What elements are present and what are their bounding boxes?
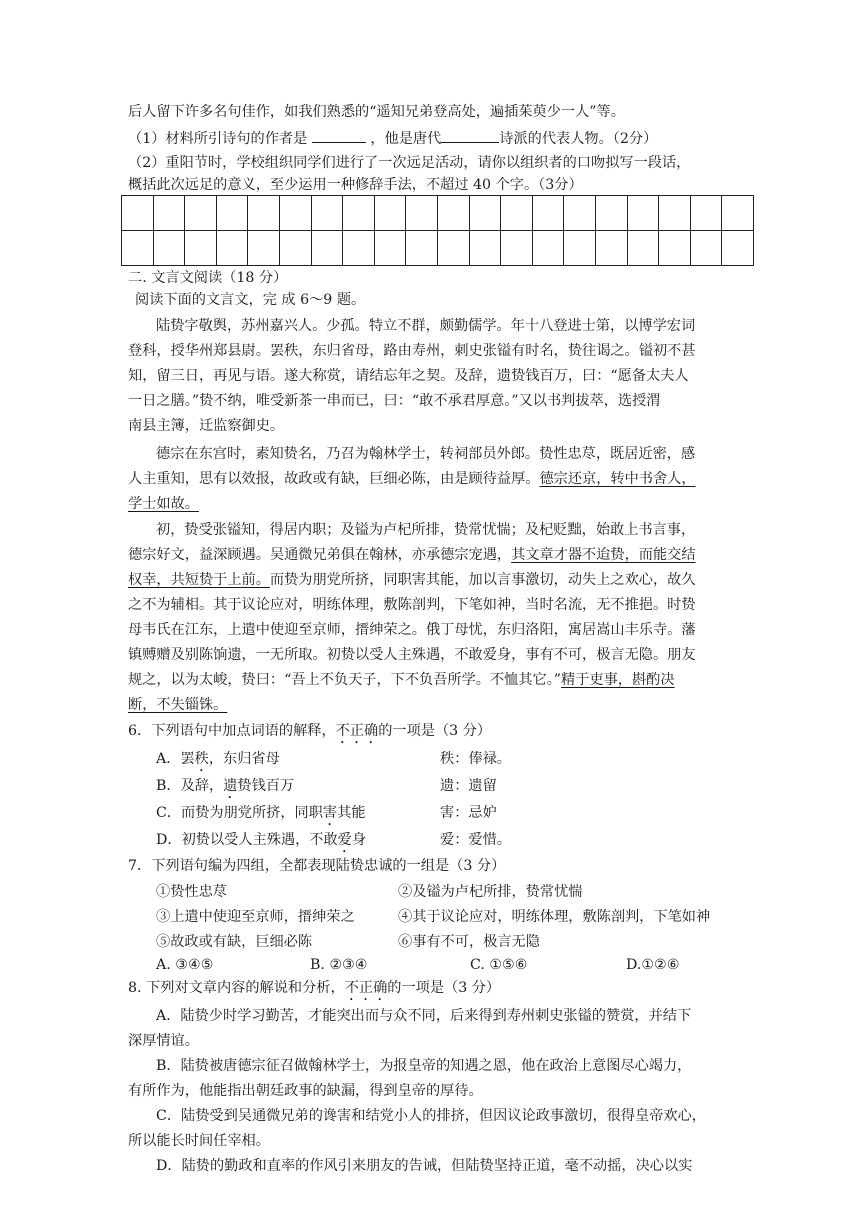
grid-cell[interactable] [659,196,691,231]
passage-line: 一日之膳。”贽不纳，唯受新茶一串而已，曰：“敢不承君厚意。”又以书判拔萃，选授渭 [128,393,661,409]
grid-cell[interactable] [248,196,280,231]
grid-cell[interactable] [659,231,691,266]
grid-cell[interactable] [722,196,754,231]
grid-cell[interactable] [216,196,248,231]
passage-line: 之不为辅相。其于议论应对，明练体理，敷陈剖判，下笔如神，当时名流，无不推挹。时贽 [128,597,696,613]
grid-cell[interactable] [122,231,154,266]
q7-choice-c[interactable]: C. ①⑤⑥ [470,957,528,973]
passage-line: 知，留三日，再见与语。遂大称赏，请结忘年之契。及辞，遗贽钱百万，曰：“愿备太夫人 [128,368,689,384]
grid-cell[interactable] [437,196,469,231]
passage-text: 德宗好文，益深顾遇。吴通微兄弟俱在翰林，亦承德宗宠遇， [128,547,512,563]
q7-item: ⑥事有不可，极言无隐 [398,934,540,950]
question-2-line: （2）重阳节时，学校组织同学们进行了一次远足活动，请你以组织者的口吻拟写一段话， [128,155,691,171]
section-heading: 二. 文言文阅读（18 分） [128,270,288,286]
grid-cell[interactable] [469,196,501,231]
q7-item: ④其于议论应对，明练体理，敷陈剖判，下笔如神 [398,909,711,925]
passage-line [128,695,740,715]
q1-blank-author[interactable] [312,128,366,143]
passage-line [128,494,740,514]
grid-cell[interactable] [374,231,406,266]
q7-item: ③上遣中使迎至京师，搢绅荣之 [156,909,355,925]
passage-text: 而贽为朋党所挤，同职害其能，加以言事激切，动失上之欢心，故久 [269,572,696,588]
passage-line [128,545,740,565]
grid-cell[interactable] [406,196,438,231]
dotted-word: 爱 [337,832,352,848]
grid-cell[interactable] [627,196,659,231]
passage-line: 母韦氏在江东，上遣中使迎至京师，搢绅荣之。俄丁母忧，东归洛阳，寓居嵩山丰乐寺。藩 [128,622,696,638]
option-text: 贽钱百万 [237,778,295,794]
grid-cell[interactable] [469,231,501,266]
grid-cell[interactable] [279,196,311,231]
q7-choice-d[interactable]: D.①②⑥ [626,957,680,973]
q6-stem-text: 的一项是（3 分） [378,723,492,739]
underlined-sentence: 权幸，共短贽于上前。 [128,572,270,588]
passage-text: 规之，以为太峻，贽曰：“吾上不负天子，下不负吾所学。不恤其它。” [128,672,562,688]
q8-stem-text: 8. 下列对文章内容的解说和分析， [128,980,345,996]
q6-stem-emphasis: 不正确 [335,723,379,739]
answer-grid[interactable] [121,195,754,266]
q8-option-b-cont: 有所作为，他能指出朝廷政事的缺漏，得到皇帝的厚待。 [128,1083,483,1099]
q8-option-a-cont: 深厚情谊。 [128,1033,199,1049]
option-text: 其能 [337,805,366,821]
grid-cell[interactable] [216,231,248,266]
grid-cell[interactable] [501,231,533,266]
grid-cell[interactable] [564,231,596,266]
section-instruction: 阅读下面的文言文，完 成 6～9 题。 [135,292,366,308]
q6-gloss-d: 爱：爱惜。 [440,832,511,848]
q8-option-b[interactable]: B．陆贽被唐德宗征召做翰林学士，为报皇帝的知遇之恩，他在政治上意图尽心竭力， [156,1058,692,1074]
q6-gloss-c: 害：忌妒 [440,805,497,821]
q6-gloss-b: 遗：遗留 [440,778,497,794]
grid-cell[interactable] [311,231,343,266]
passage-line: 初，贽受张镒知，得居内职；及镒为卢杞所排，贽常忧惴；及杞贬黜，始敢上书言事， [156,522,696,538]
grid-cell[interactable] [627,231,659,266]
q8-stem-text: 的一项是（3 分） [387,980,501,996]
q8-option-c-cont: 所以能长时间任宰相。 [128,1133,270,1149]
grid-cell[interactable] [343,196,375,231]
grid-cell[interactable] [595,231,627,266]
q8-stem-emphasis: 不正确 [344,980,388,996]
passage-line [128,670,740,690]
question-7-stem: 7．下列语句编为四组，全都表现陆贽忠诚的一组是（3 分） [128,858,506,874]
q6-stem-text: 6．下列语句中加点词语的解释， [128,723,336,739]
grid-cell[interactable] [406,231,438,266]
q1-text-a: （1）材料所引诗句的作者是 [128,131,308,147]
q8-option-a[interactable]: A．陆贽少时学习勤苦，才能突出而与众不同，后来得到寿州刺史张镒的赞赏，并结下 [156,1008,692,1024]
q6-gloss-a: 秩：俸禄。 [440,751,511,767]
passage-line [128,469,740,489]
grid-cell[interactable] [279,231,311,266]
question-8-stem [128,978,740,1004]
q1-blank-school[interactable] [441,128,499,143]
grid-cell[interactable] [722,231,754,266]
grid-cell[interactable] [122,196,154,231]
grid-cell[interactable] [690,196,722,231]
underlined-sentence: 学士如故。 [128,496,199,512]
option-text: 身 [351,832,367,848]
grid-cell[interactable] [374,196,406,231]
passage-line: 陆贽字敬舆，苏州嘉兴人。少孤。特立不群，颇勤儒学。年十八登进士第，以博学宏词 [156,318,696,334]
option-text: A．罢 [156,751,195,767]
underlined-sentence: 精于吏事，斟酌决 [561,672,675,688]
underlined-sentence: 德宗还京，转中书舍人， [539,471,696,487]
dotted-word: 遗 [223,778,238,794]
option-text: D．初贽以受人主殊遇，不敢 [156,832,338,848]
grid-cell[interactable] [437,231,469,266]
question-6-stem [128,721,740,747]
grid-cell[interactable] [311,196,343,231]
grid-cell[interactable] [153,231,185,266]
q7-choice-a[interactable]: A. ③④⑤ [156,957,214,973]
grid-cell[interactable] [564,196,596,231]
q8-option-d[interactable]: D．陆贽的勤政和直率的作风引来朋友的告诫，但陆贽坚持正道，毫不动摇，决心以实 [156,1158,693,1174]
q7-choice-b[interactable]: B. ②③④ [310,957,368,973]
q7-item: ②及镒为卢杞所排，贽常忧惴 [398,884,583,900]
grid-cell[interactable] [532,196,564,231]
passage-line [128,570,740,590]
q8-option-c[interactable]: C．陆贽受到吴通微兄弟的谗害和结党小人的排挤，但因议论政事激切，很得皇帝欢心， [156,1108,706,1124]
grid-cell[interactable] [185,231,217,266]
q1-text-b: ，他是唐代 [370,131,442,147]
grid-cell[interactable] [532,231,564,266]
dotted-word: 秩 [194,751,209,767]
option-text: ，东归省母 [208,751,280,767]
grid-cell[interactable] [690,231,722,266]
grid-row [122,196,754,231]
grid-cell[interactable] [153,196,185,231]
grid-row [122,231,754,266]
underlined-sentence: 其文章才器不迨贽，而能交结 [511,547,696,563]
q1-text-c: 诗派的代表人物。（2分） [499,131,658,147]
option-text: B．及辞， [156,778,224,794]
passage-line: 南县主簿，迁监察御史。 [128,418,285,434]
passage-line: 镇赙赠及别陈饷遗，一无所取。初贽以受人主殊遇，不敢爱身，事有不可，极言无隐。朋友 [128,647,696,663]
underlined-sentence: 断，不失锱铢。 [128,697,228,713]
grid-cell[interactable] [501,196,533,231]
passage-text: 人主重知，思有以效报，故政或有缺，巨细必陈，由是顾待益厚。 [128,471,540,487]
grid-cell[interactable] [343,231,375,266]
grid-cell[interactable] [595,196,627,231]
option-text: C．而贽为朋党所挤，同职 [156,805,323,821]
passage-line: 登科，授华州郑县尉。罢秩，东归省母，路由寿州，刺史张镒有时名，贽往谒之。镒初不甚 [128,343,696,359]
question-1 [128,128,740,149]
q7-item: ①贽性忠荩 [156,884,227,900]
q7-item: ⑤故政或有缺，巨细必陈 [156,934,313,950]
passage-line: 德宗在东宫时，素知贽名，乃召为翰林学士，转祠部员外郎。贽性忠荩，既居近密，感 [156,446,696,462]
intro-line: 后人留下许多名句佳作，如我们熟悉的“遥知兄弟登高处，遍插茱萸少一人”等。 [128,104,625,120]
question-2-line: 概括此次远足的意义，至少运用一种修辞手法，不超过 40 个字。（3分） [128,177,583,193]
grid-cell[interactable] [185,196,217,231]
grid-cell[interactable] [248,231,280,266]
dotted-word: 害 [322,805,338,821]
